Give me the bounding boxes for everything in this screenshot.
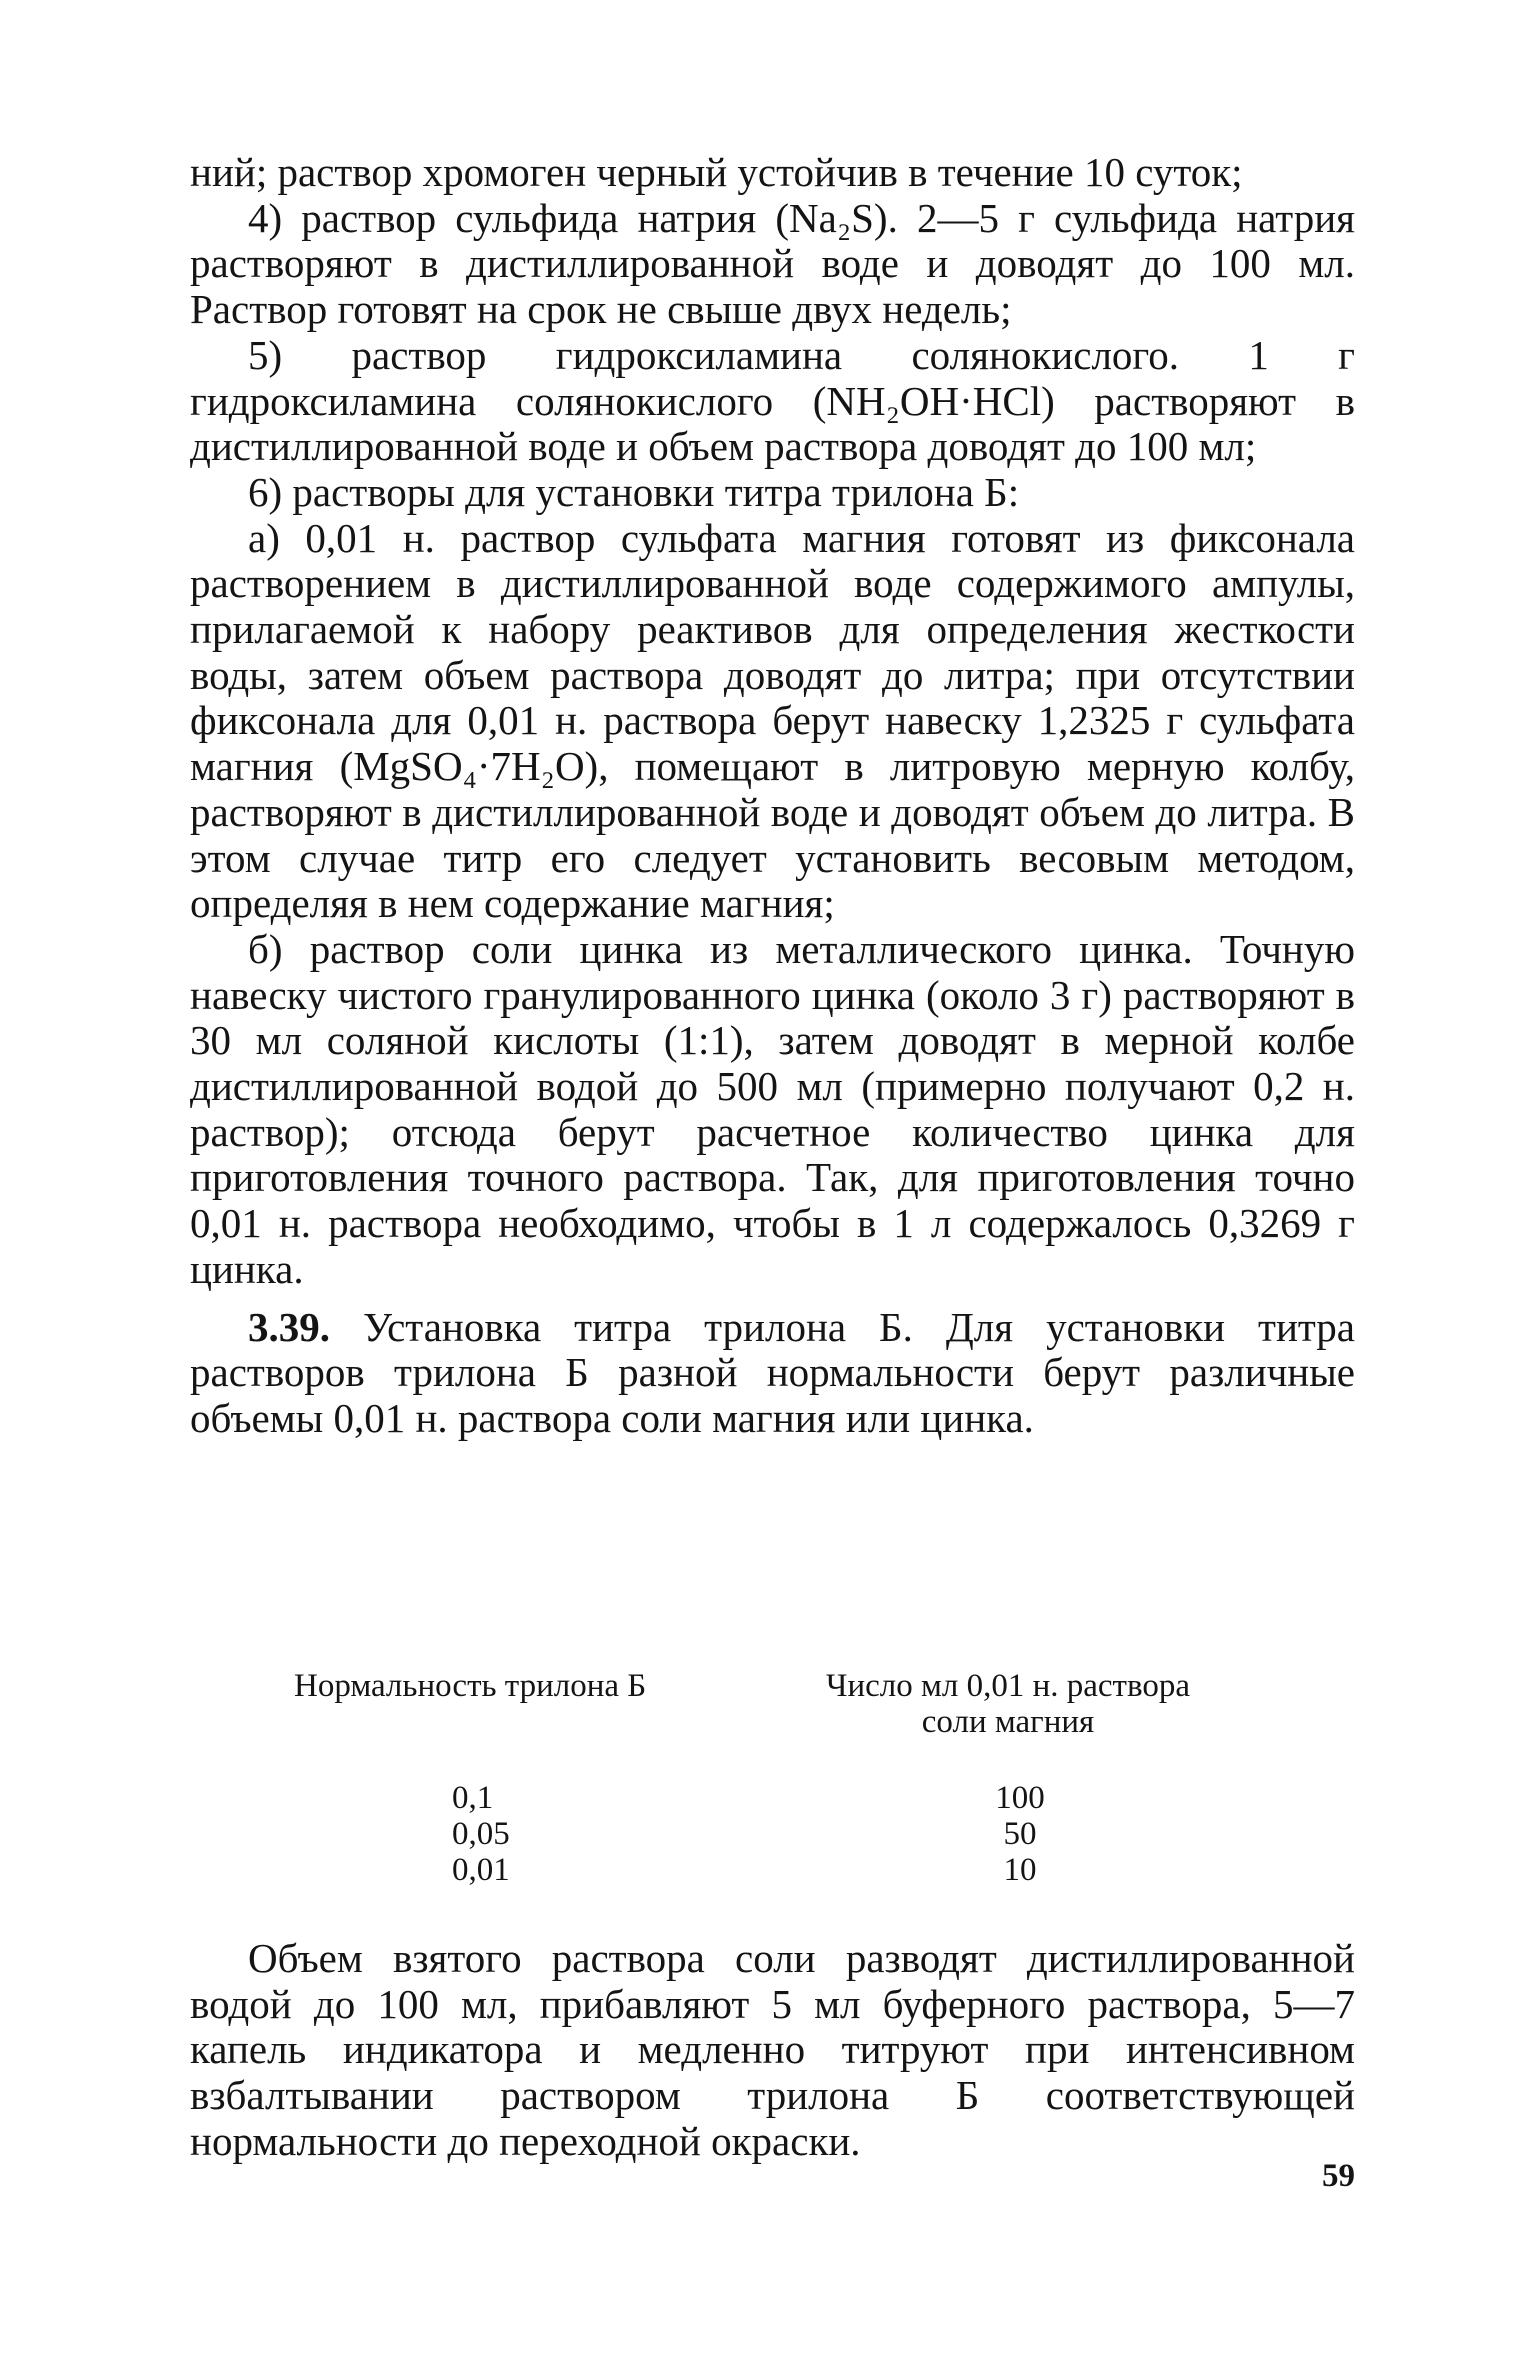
- table-header-volume-line2: соли магния: [921, 1704, 1095, 1740]
- section-text: Установка титра трилона Б. Для установки титра растворов трилона Б разной нормальности берут различные объемы 0,01 н. раствора соли магния или цинка.: [190, 1303, 1355, 1441]
- paragraph-item-5: 5) раствор гидроксиламина солянокислого. 1 г гидроксиламина солянокислого (NH₂OH·HCl) растворяют в дистиллированной воде и объем раствора доводят до 100 мл;: [190, 331, 1355, 470]
- body-text: [190, 150, 1355, 1442]
- table-header-volume-line1: Число мл 0,01 н. раствора: [826, 1668, 1190, 1704]
- table-header-normality: Нормальность трилона Б: [294, 1668, 647, 1704]
- table-cell-normality: 0,05: [452, 1816, 510, 1852]
- table-body: [190, 1780, 1355, 1888]
- table-cell-normality: 0,01: [452, 1852, 510, 1888]
- table-cell-volume: 100: [995, 1780, 1045, 1816]
- closing-paragraph: Объем взятого раствора соли разводят дистиллированной водой до 100 мл, прибавляют 5 мл буферного раствора, 5—7 капель индикатора и медленно титруют при интенсивном взбалтывании раствором трилона Б соответствующей нормальности до переходной окраски.: [190, 1935, 1355, 2164]
- paragraph-item-4: 4) раствор сульфида натрия (Na₂S). 2—5 г сульфида натрия растворяют в дистиллированной воде и доводят до 100 мл. Раствор готовят на срок не свыше двух недель;: [190, 194, 1355, 333]
- closing-text: [190, 1936, 1355, 2165]
- table-row: [190, 1780, 1355, 1816]
- normality-table: [190, 1668, 1355, 1888]
- paragraph-continuation: ний; раствор хромоген черный устойчив в течение 10 суток;: [190, 149, 1243, 195]
- table-row: [190, 1816, 1355, 1852]
- table-cell-normality: 0,1: [452, 1780, 494, 1816]
- section-number: 3.39.: [248, 1303, 330, 1350]
- table-cell-volume: 10: [1003, 1852, 1037, 1888]
- page-number: 59: [1322, 2158, 1355, 2194]
- paragraph-item-6a: а) 0,01 н. раствор сульфата магния готовят из фиксонала растворением в дистиллированной воде содержимого ампулы, прилагаемой к набору реактивов для определения жесткости воды, затем объем раствора доводят до литра; при отсутствии фиксонала для 0,01 н. раствора берут навеску 1,2325 г сульфата магния (MgSO₄·7H₂O), помещают в литровую мерную колбу, растворяют в дистиллированной воде и доводят объем до литра. В этом случае титр его следует установить весовым методом, определяя в нем содержание магния;: [190, 514, 1355, 927]
- table-row: [190, 1852, 1355, 1888]
- table-header-volume: [768, 1668, 1248, 1740]
- table-header: [190, 1668, 1355, 1740]
- paragraph-item-6: 6) растворы для установки титра трилона Б:: [248, 468, 1020, 515]
- section-paragraph: [190, 1305, 1355, 1442]
- table-cell-volume: 50: [1003, 1816, 1037, 1852]
- paragraph-item-6b: б) раствор соли цинка из металлического цинка. Точную навеску чистого гранулированного цинка (около 3 г) растворяют в 30 мл соляной кислоты (1:1), затем доводят в мерной колбе дистиллированной водой до 500 мл (примерно получают 0,2 н. раствор); отсюда берут расчетное количество цинка для приготовления точного раствора. Так, для приготовления точно 0,01 н. раствора необходимо, чтобы в 1 л содержалось 0,3269 г цинка.: [190, 925, 1355, 1292]
